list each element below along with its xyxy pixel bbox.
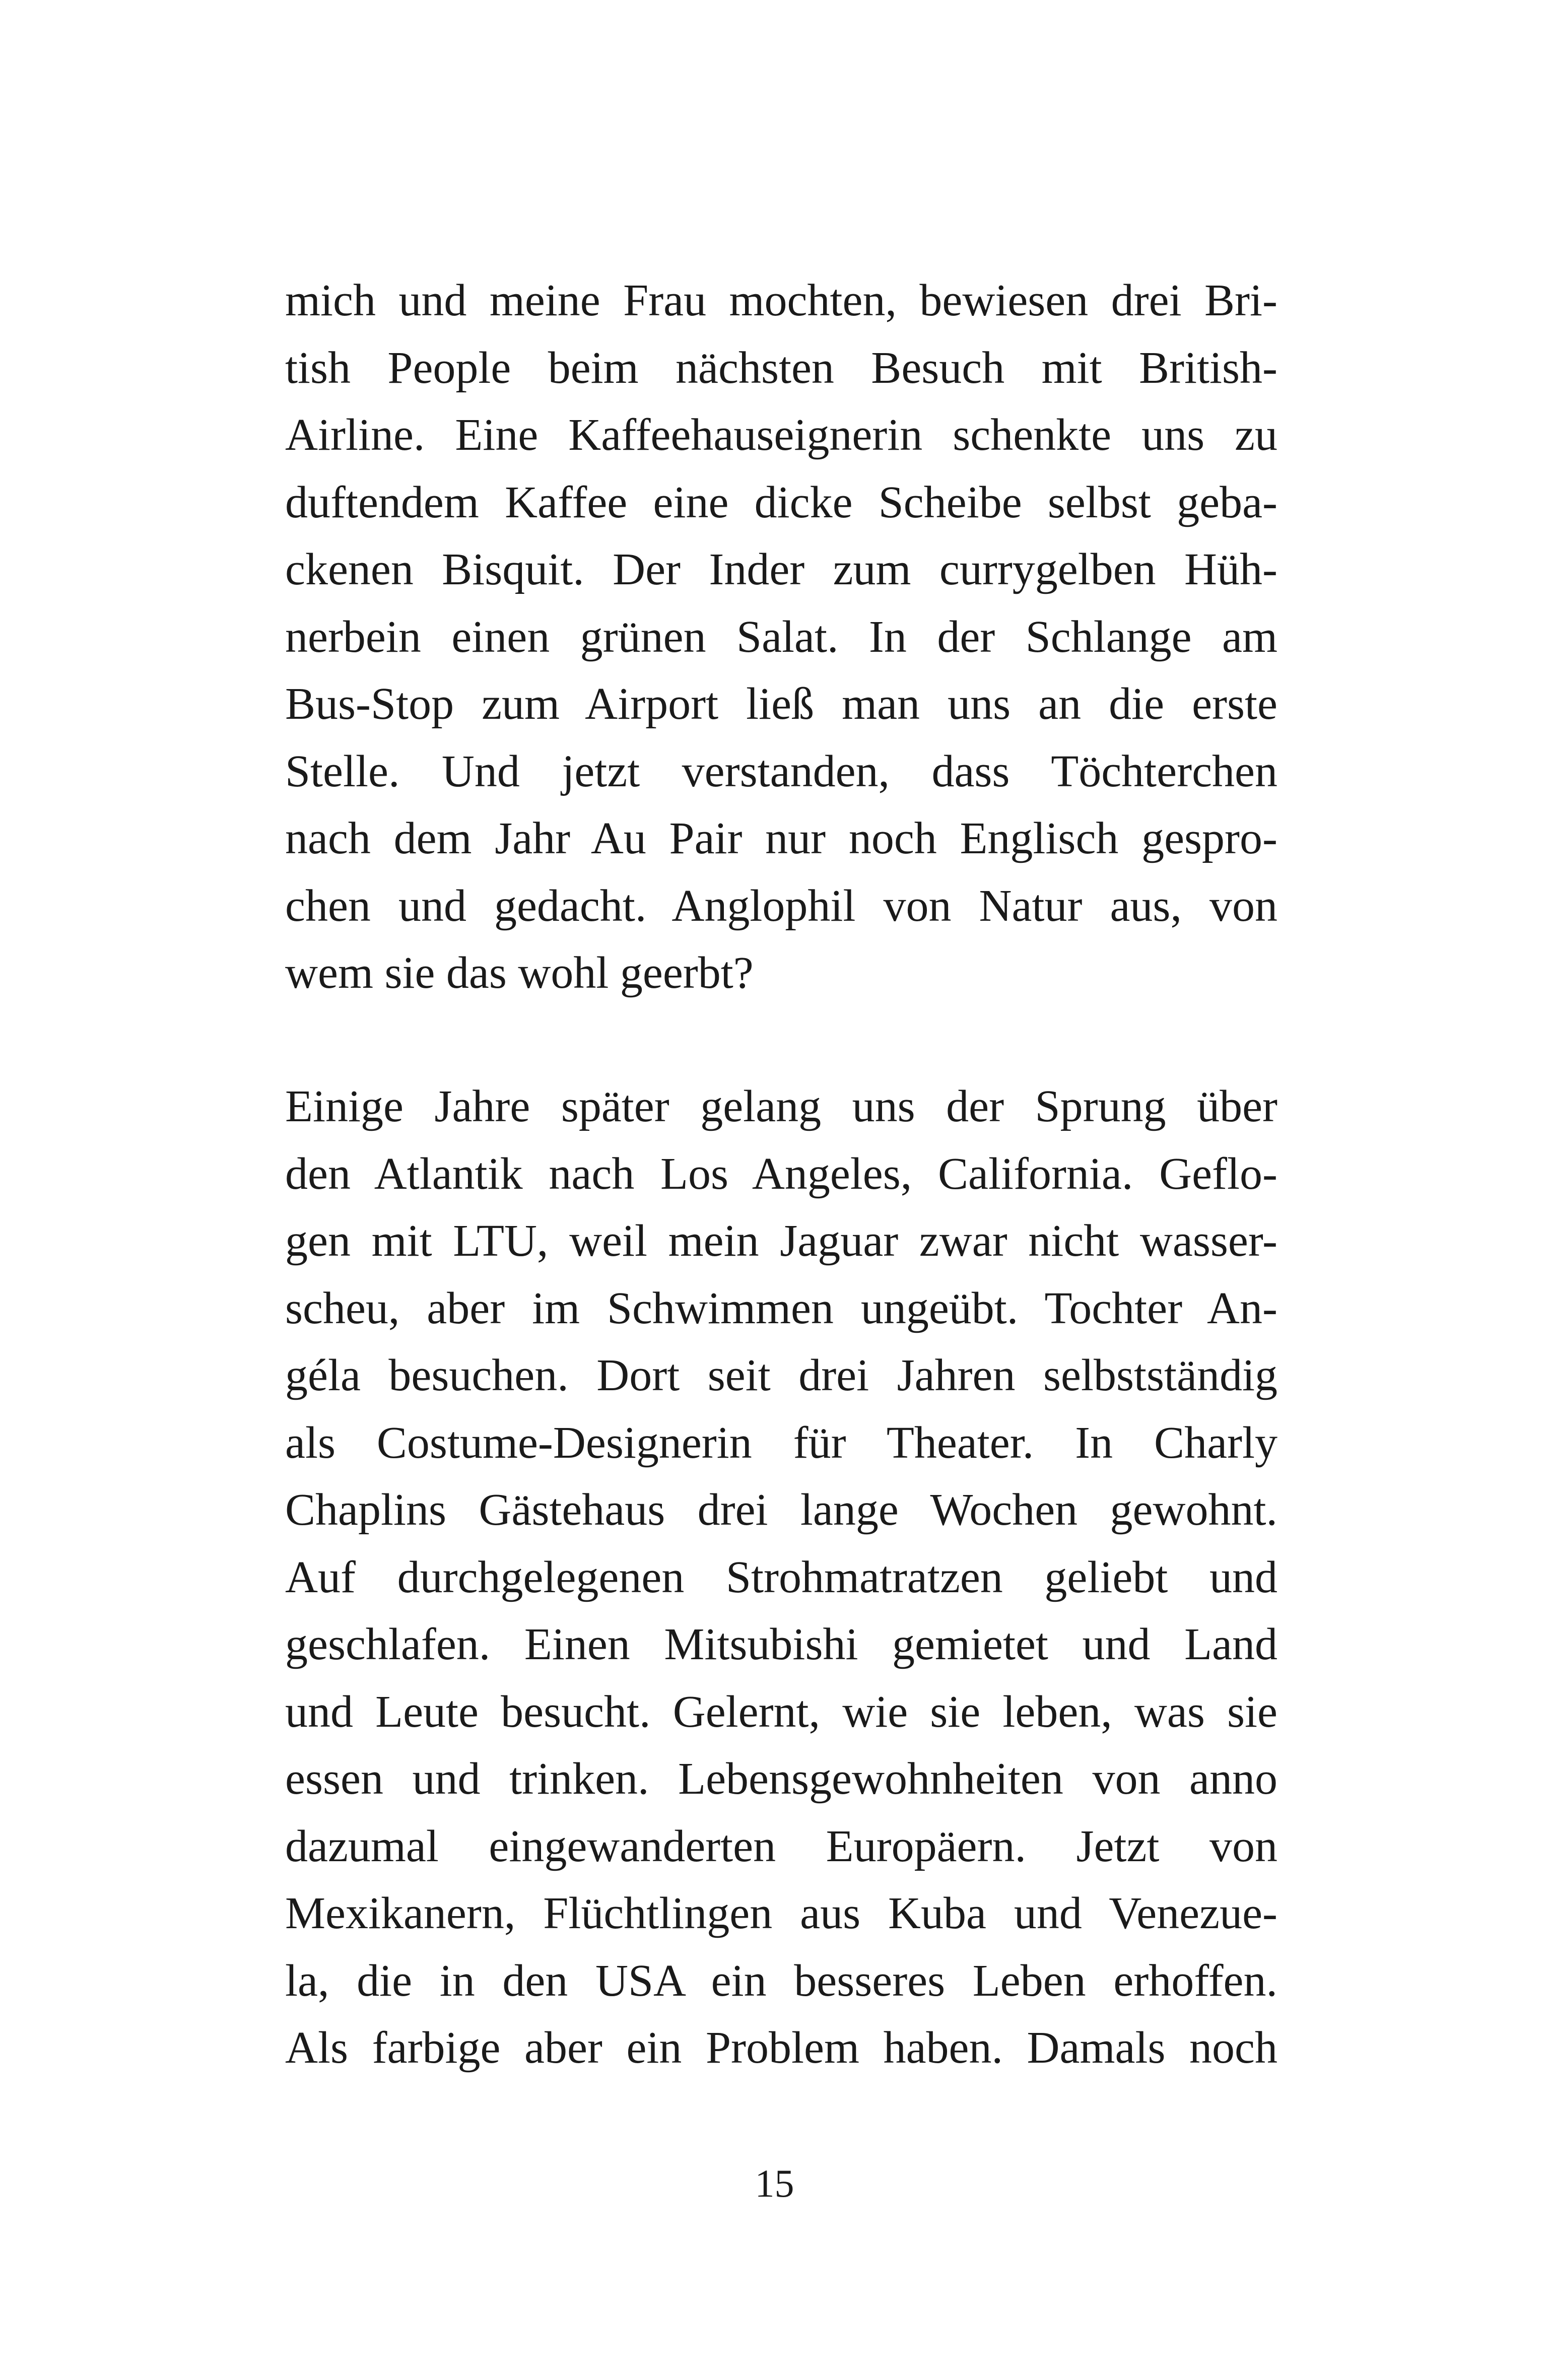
text-line: und Leute besucht. Gelernt, wie sie leben, was sie — [285, 1686, 1277, 1737]
text-line: den Atlantik nach Los Angeles, California. Geflo- — [285, 1148, 1277, 1199]
text-line: ckenen Bisquit. Der Inder zum currygelben Hüh- — [285, 545, 1277, 594]
text-line: nerbein einen grünen Salat. In der Schlange am — [285, 611, 1277, 662]
text-line: mich und meine Frau mochten, bewiesen drei Bri- — [285, 276, 1277, 325]
text-line: Chaplins Gästehaus drei lange Wochen gewohnt. — [285, 1485, 1277, 1535]
text-line: Einige Jahre später gelang uns der Sprung über — [285, 1081, 1277, 1131]
text-line: scheu, aber im Schwimmen ungeübt. Tochter An- — [285, 1283, 1277, 1333]
text-line: essen und trinken. Lebensgewohnheiten von anno — [285, 1754, 1277, 1804]
paragraph-1 — [285, 267, 1277, 1007]
text-line: dazumal eingewanderten Europäern. Jetzt von — [285, 1821, 1277, 1871]
text-line: wem sie das wohl geerbt? — [285, 948, 754, 998]
text-line: geschlafen. Einen Mitsubishi gemietet und Land — [285, 1619, 1277, 1669]
text-line: Mexikanern, Flüchtlingen aus Kuba und Venezue- — [285, 1888, 1277, 1938]
text-line: géla besuchen. Dort seit drei Jahren selbstständig — [285, 1350, 1277, 1400]
text-line: Stelle. Und jetzt verstanden, dass Töchterchen — [285, 746, 1277, 796]
text-line: nach dem Jahr Au Pair nur noch Englisch gespro- — [285, 813, 1277, 863]
paragraph-2 — [285, 1073, 1277, 2082]
text-line: Als farbige aber ein Problem haben. Damals noch — [285, 2023, 1277, 2073]
text-line: chen und gedacht. Anglophil von Natur aus, von — [285, 880, 1277, 931]
text-line: Bus-Stop zum Airport ließ man uns an die erste — [285, 679, 1277, 729]
text-line: tish People beim nächsten Besuch mit British- — [285, 343, 1277, 393]
text-line: gen mit LTU, weil mein Jaguar zwar nicht wasser- — [285, 1216, 1277, 1266]
text-line: Auf durchgelegenen Strohmatratzen geliebt und — [285, 1552, 1277, 1602]
text-line: la, die in den USA ein besseres Leben erhoffen. — [285, 1955, 1277, 2006]
text-line: duftendem Kaffee eine dicke Scheibe selbst geba- — [285, 477, 1277, 527]
text-line: als Costume-Designerin für Theater. In Charly — [285, 1417, 1277, 1468]
text-line: Airline. Eine Kaffeehauseignerin schenkte uns zu — [285, 410, 1277, 460]
page-number: 15 — [755, 2161, 794, 2205]
